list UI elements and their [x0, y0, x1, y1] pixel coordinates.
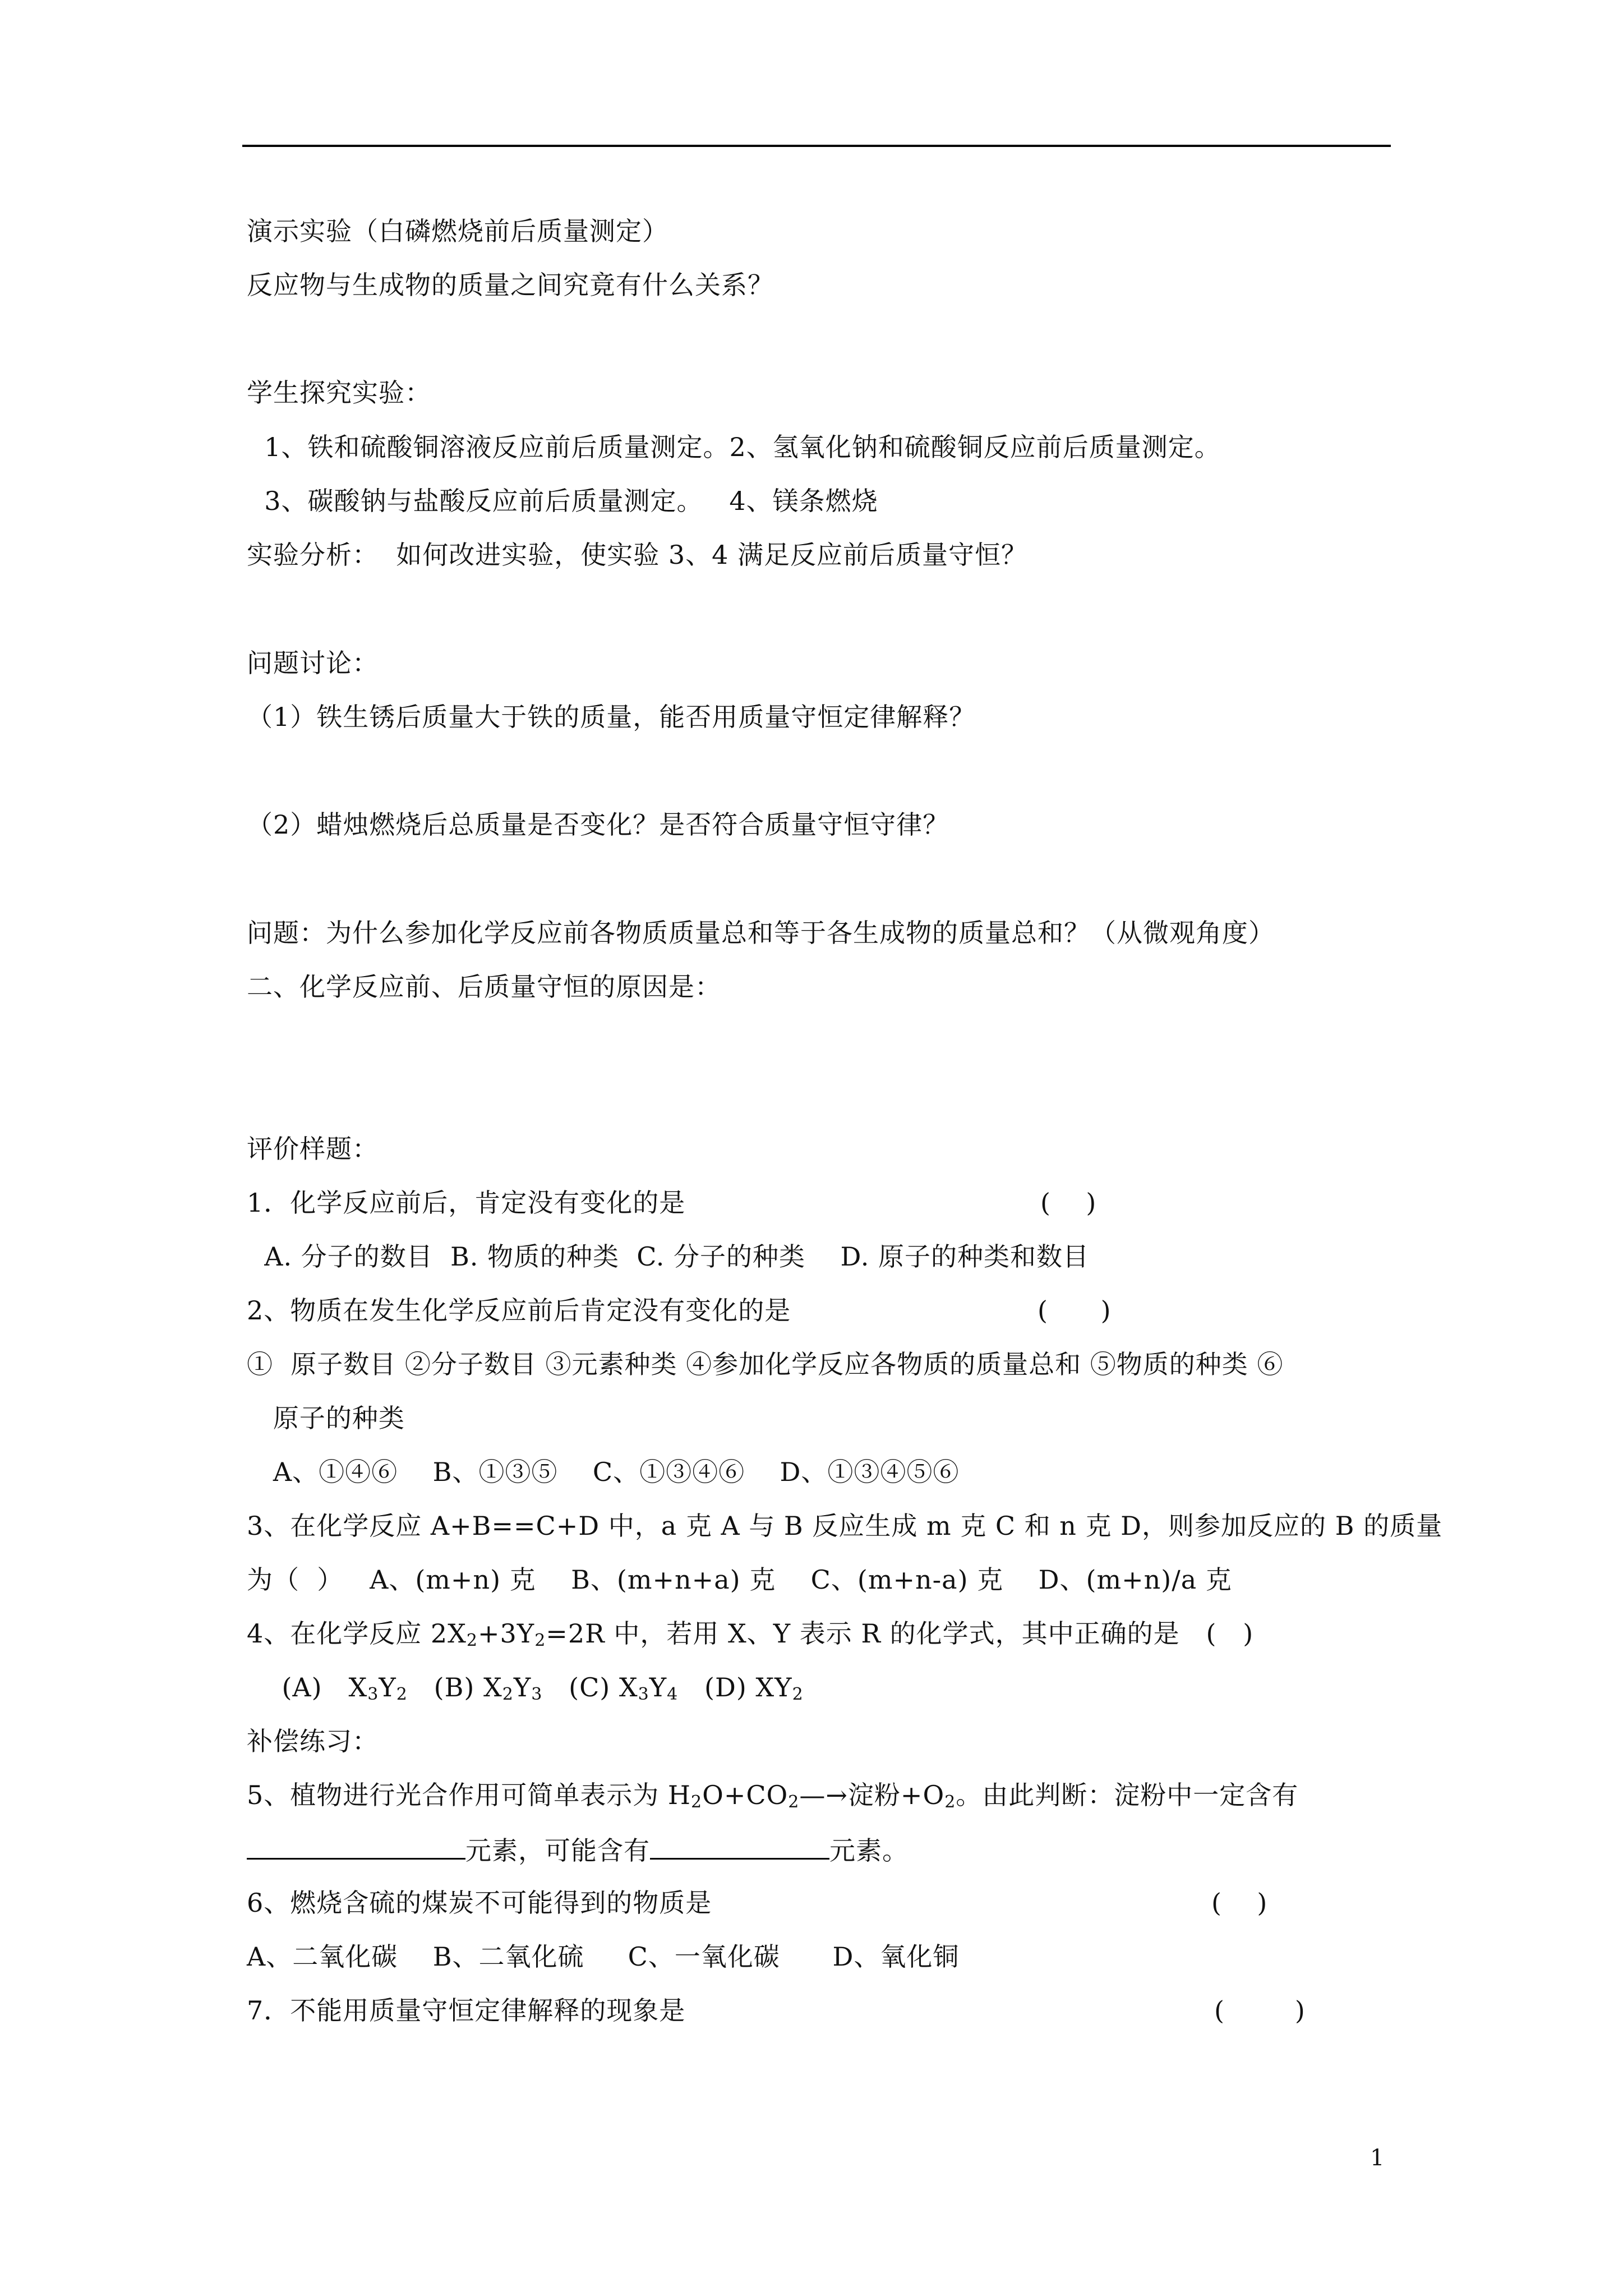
q1-options: A. 分子的数目 B. 物质的种类 C. 分子的种类 D. 原子的种类和数目 [247, 1241, 1090, 1272]
demo-question: 反应物与生成物的质量之间究竟有什么关系？ [247, 270, 774, 300]
q6-answer-paren: ( ) [1211, 1888, 1268, 1918]
discussion-q3: 问题：为什么参加化学反应前各物质质量总和等于各生成物的质量总和？（从微观角度） [247, 918, 1275, 948]
q6-options: A、二氧化碳 B、二氧化硫 C、一氧化碳 D、氧化铜 [247, 1941, 960, 1972]
q7-answer-paren: ( ) [1214, 1995, 1306, 2026]
q2-items-line-2: 原子的种类 [247, 1403, 405, 1433]
demo-title: 演示实验（白磷燃烧前后质量测定） [247, 216, 668, 246]
practice-heading: 补偿练习： [247, 1726, 379, 1756]
q7-stem: 7．不能用质量守恒定律解释的现象是 [247, 1995, 686, 2026]
q3-line-2: 为（ ） A、(m+n) 克 B、(m+n+a) 克 C、(m+n-a) 克 D、(m+n)/a 克 [247, 1565, 1232, 1595]
q5-stem: 5、植物进行光合作用可简单表示为 $H_2O+CO_2—\to$淀粉$+O_2$。由此判断：淀粉中一定含有 [247, 1780, 1299, 1812]
q5-blank-2[interactable] [650, 1832, 829, 1860]
q4-stem: 4、在化学反应 $2X_2+3Y_2=2R$ 中，若用 X、Y 表示 R 的化学式，其中正确的是 ( ) [247, 1618, 1254, 1650]
inquiry-line-1: 1、铁和硫酸铜溶液反应前后质量测定。2、氢氧化钠和硫酸铜反应前后质量测定。 [247, 432, 1221, 462]
q5-fill-line: 元素，可能含有 元素。 [247, 1832, 909, 1867]
discussion-q1: （1）铁生锈后质量大于铁的质量，能否用质量守恒定律解释？ [247, 702, 976, 732]
q4-options: (A) $X_3Y_2$ (B) $X_2Y_3$ (C) $X_3Y_4$ (D) $XY_2$ [247, 1672, 804, 1704]
q1-stem: 1．化学反应前后，肯定没有变化的是 [247, 1188, 686, 1218]
sample-heading: 评价样题： [247, 1134, 379, 1164]
q6-stem: 6、燃烧含硫的煤炭不可能得到的物质是 [247, 1888, 712, 1918]
experiment-analysis: 实验分析： 如何改进实验，使实验 3、4 满足反应前后质量守恒？ [247, 540, 1028, 570]
inquiry-heading: 学生探究实验： [247, 378, 431, 408]
header-rule [242, 145, 1391, 147]
inquiry-line-2: 3、碳酸钠与盐酸反应前后质量测定。 4、镁条燃烧 [247, 486, 878, 516]
page-number: 1 [1370, 2145, 1385, 2171]
discussion-heading: 问题讨论： [247, 648, 379, 678]
q2-options: A、①④⑥ B、①③⑤ C、①③④⑥ D、①③④⑤⑥ [247, 1457, 960, 1487]
q1-answer-paren: ( ) [1040, 1188, 1097, 1218]
q2-stem: 2、物质在发生化学反应前后肯定没有变化的是 [247, 1295, 791, 1326]
q2-items-line-1: ① 原子数目 ②分子数目 ③元素种类 ④参加化学反应各物质的质量总和 ⑤物质的种类 ⑥ [247, 1349, 1284, 1379]
section-2-heading: 二、化学反应前、后质量守恒的原因是： [247, 972, 721, 1002]
q3-line-1: 3、在化学反应 A+B==C+D 中，a 克 A 与 B 反应生成 m 克 C 和 n 克 D，则参加反应的 B 的质量 [247, 1511, 1443, 1541]
discussion-q2: （2）蜡烛燃烧后总质量是否变化？是否符合质量守恒守律？ [247, 809, 949, 840]
q5-blank-1[interactable] [247, 1832, 465, 1860]
q2-answer-paren: ( ) [1038, 1295, 1112, 1326]
